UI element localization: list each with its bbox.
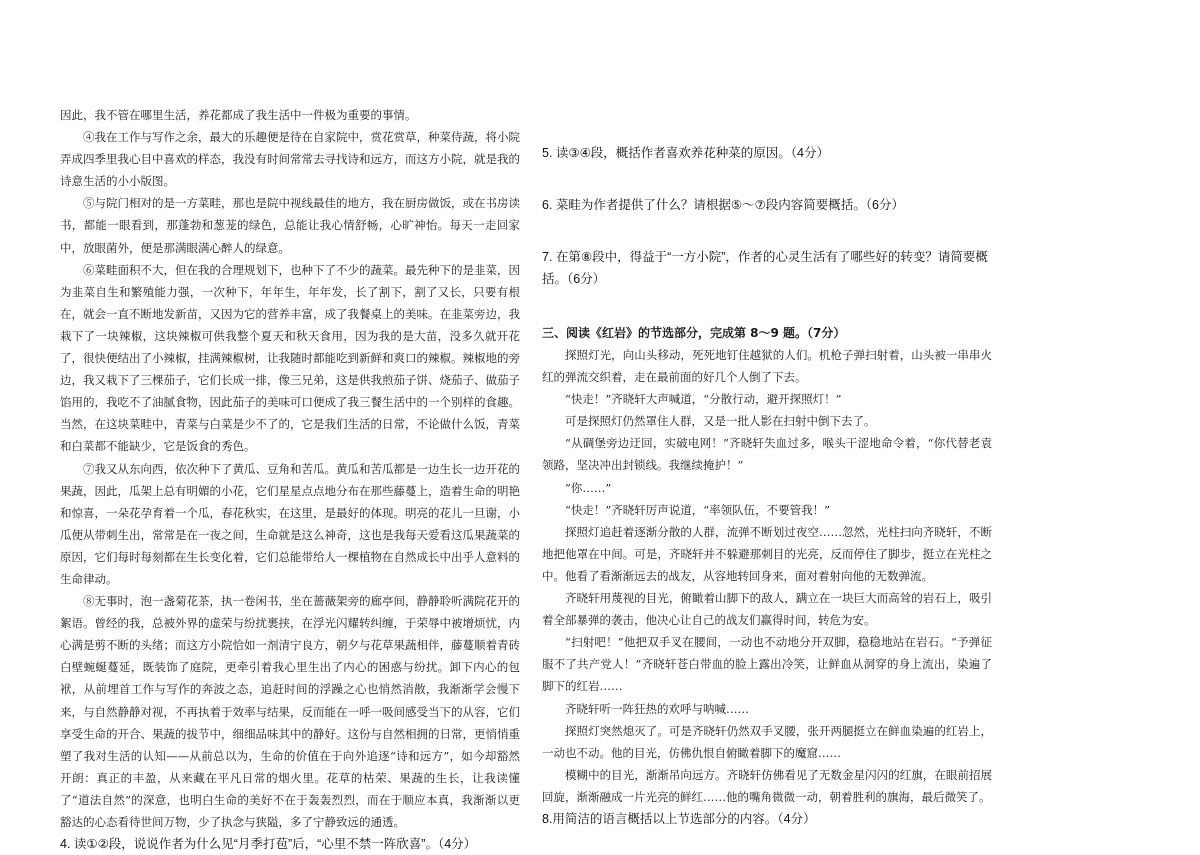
hongyan-paragraph-3: 可是探照灯仍然罩住人群，又是一批人影在扫射中倒下去了。 <box>565 414 876 429</box>
question-7: 7. 在第⑧段中，得益于“一方小院”，作者的心灵生活有了哪些好的转变？请简要概括。（6分） <box>542 250 988 286</box>
left-column <box>60 104 520 855</box>
essay-paragraph-5: ⑤与院门相对的是一方菜畦，那也是院中视线最佳的地方，我在厨房做饭，或在书房读书，都能一眼看到，那蓬勃和葱茏的绿色，总能让我心情舒畅，心旷神怡。每天一走回家中，放眼菌外，便是那满眼满心醉人的绿意。 <box>60 196 520 255</box>
section-3-heading: 三、阅读《红岩》的节选部分，完成第 8～9 题。（7分） <box>542 326 846 340</box>
essay-paragraph-6: ⑥菜畦面积不大，但在我的合理规划下，也种下了不少的蔬菜。最先种下的是韭菜，因为韭菜自生和繁殖能力强，一次种下，年年生，年年发，长了割下，割了又长，只要有根在，就会一直不断地发新苗，又因为它的营养丰富，成了我餐桌上的美味。在韭菜旁边，我栽下了一块辣椒，这块辣椒可供我整个夏天和秋天食用，因为我的是大苗，没多久就开花了，很快便结出了小辣椒，挂满辣椒树，让我随时都能吃到新鲜和爽口的辣椒。辣椒地的旁边，我又栽下了三棵茄子，它们长成一排，像三兄弟，这是供我煎茄子饼、烧茄子、做茄子馅用的，我吃不了油腻食物，因此茄子的美味可口便成了我三餐生活中的一个别样的食趣。当然，在这块菜畦中，青菜与白菜是少不了的，它是我们生活的日常，不论做什么饭，青菜和白菜都不能缺少，它是饭食的秀色。 <box>60 262 520 454</box>
hongyan-paragraph-7: 探照灯追赶着逐渐分散的人群，流弹不断划过夜空……忽然，光柱扫向齐晓轩，不断地把他罩在中间。可是，齐晓轩并不躲避那刺目的光亮，反而停住了脚步，挺立在光柱之中。他看了看渐渐远去的战友，从容地转回身来，面对着射向他的无数弹流。 <box>542 524 992 583</box>
essay-paragraph-continuation: 因此，我不管在哪里生活，养花都成了我生活中一件极为重要的事情。 <box>60 108 417 122</box>
hongyan-paragraph-1: 探照灯光，向山头移动，死死地钉住越狱的人们。机枪子弹扫射着，山头被一串串火红的弹流交织着，走在最前面的好几个人倒了下去。 <box>542 348 992 385</box>
question-6: 6. 菜畦为作者提供了什么？请根据⑤～⑦段内容简要概括。（6分） <box>542 198 905 212</box>
hongyan-paragraph-10: 齐晓轩听一阵狂热的欢呼与呐喊…… <box>565 701 749 716</box>
right-column <box>542 104 992 830</box>
hongyan-paragraph-6: “快走！”齐晓轩厉声说道，“率领队伍，不要管我！” <box>565 502 831 517</box>
hongyan-paragraph-4: “从碉堡旁边迂回，实破电网！”齐晓轩失血过多，喉头干涩地命令着，“你代替老袁领路，坚决冲出封锁线。我继续掩护！” <box>542 436 992 473</box>
question-8: 8.用简洁的语言概括以上节选部分的内容。（4分） <box>542 811 816 826</box>
hongyan-paragraph-11: 探照灯突然熄灭了。可是齐晓轩仍然双手叉腰，张开两腿挺立在鲜血染遍的红岩上，一动也不动。他的目光，仿佛仇恨自俯瞰着脚下的魔窟…… <box>542 723 992 760</box>
question-5: 5. 读③④段，概括作者喜欢养花种菜的原因。（4分） <box>542 146 830 160</box>
hongyan-paragraph-9: “扫射吧！”他把双手叉在腰间，一动也不动地分开双脚，稳稳地站在岩石。“予弹征服不了共产党人！”齐晓轩苍白带血的脸上露出冷笑，让鲜血从洞穿的身上流出，染遍了脚下的红岩…… <box>542 635 992 694</box>
essay-paragraph-7: ⑦我又从东向西，依次种下了黄瓜、豆角和苦瓜。黄瓜和苦瓜都是一边生长一边开花的果蔬，因此，瓜架上总有明媚的小花，它们星星点点地分布在那些藤蔓上，造着生命的明艳和惊喜，一朵花孕育着一个瓜，春花秋实，在这里，是最好的体现。明亮的花儿一旦谢，小瓜便从带刺生出，常常是在一夜之间，生命就是这么神奇，这也是我每天爱看这瓜果蔬菜的原因，它们每时每刻都在生长变化着，它们总能带给人一棵植物在自然成长中出乎人意料的生命律动。 <box>60 461 520 586</box>
essay-paragraph-4: ④我在工作与写作之余，最大的乐趣便是待在自家院中，赏花赏草，种菜侍蔬，将小院弄成四季里我心目中喜欢的样态，我没有时间常常去寻找诗和远方，而这方小院，就是我的诗意生活的小小版图。 <box>60 130 520 189</box>
hongyan-paragraph-5: “你……” <box>565 480 612 495</box>
hongyan-paragraph-12: 模糊中的目光，渐渐吊向远方。齐晓轩仿佛看见了无数金星闪闪的红旗，在眼前招展回旋，渐渐融成一片光亮的鲜红……他的嘴角微微一动，朝着胜利的旗海，最后微笑了。 <box>542 767 992 804</box>
essay-paragraph-8: ⑧无事时，泡一盏菊花茶，执一卷闲书，坐在蔷薇架旁的廊亭间，静静聆听满院花开的絮语。曾经的我，总被外界的虚荣与纷扰裹挟，在浮光闪耀转纠缠，于荣辱中被增烦忧，内心满是剪不断的头绪；而这方小院恰如一剂清宁良方，朝夕与花草果蔬相伴，藤蔓顺着青砖白壁蜿蜒蔓延，既装饰了庭院，更牵引着我心里生出了内心的困惑与纷扰。卸下内心的包袱，从前埋首工作与写作的奔波之态，追赶时间的浮躁之心也悄然消散，我渐渐学会慢下来，与自然静静对视，不再执着于效率与结果，反而能在一呼一吸间感受当下的从容，它们享受生命的开合、果蔬的拔节中，细细品味其中的静好。这份与自然相拥的日常，更悄悄重塑了我对生活的认知——从前总以为，生命的价值在于向外追逐“诗和远方”，如今却豁然开朗：真正的丰盈，从来藏在平凡日常的烟火里。花草的枯荣、果蔬的生长，让我读懂了“道法自然”的深意，也明白生命的美好不在于轰轰烈烈，而在于顺应本真，我渐渐以更豁达的心态看待世间万物，少了执念与狭隘，多了宁静致远的通透。 <box>60 594 520 829</box>
hongyan-paragraph-8: 齐晓轩用蔑视的目光，俯瞰着山脚下的敌人，蹒立在一块巨大而高耸的岩石上，吸引着全部暴弹的袭击，他决心让自己的战友们赢得时间，转危为安。 <box>542 591 992 628</box>
question-4: 4. 读①②段，说说作者为什么见“月季打苞”后，“心里不禁一阵欣喜”。（4分） <box>60 837 477 852</box>
hongyan-paragraph-2: “快走！”齐晓轩大声喊道，“分散行动，避开探照灯！” <box>565 392 842 407</box>
